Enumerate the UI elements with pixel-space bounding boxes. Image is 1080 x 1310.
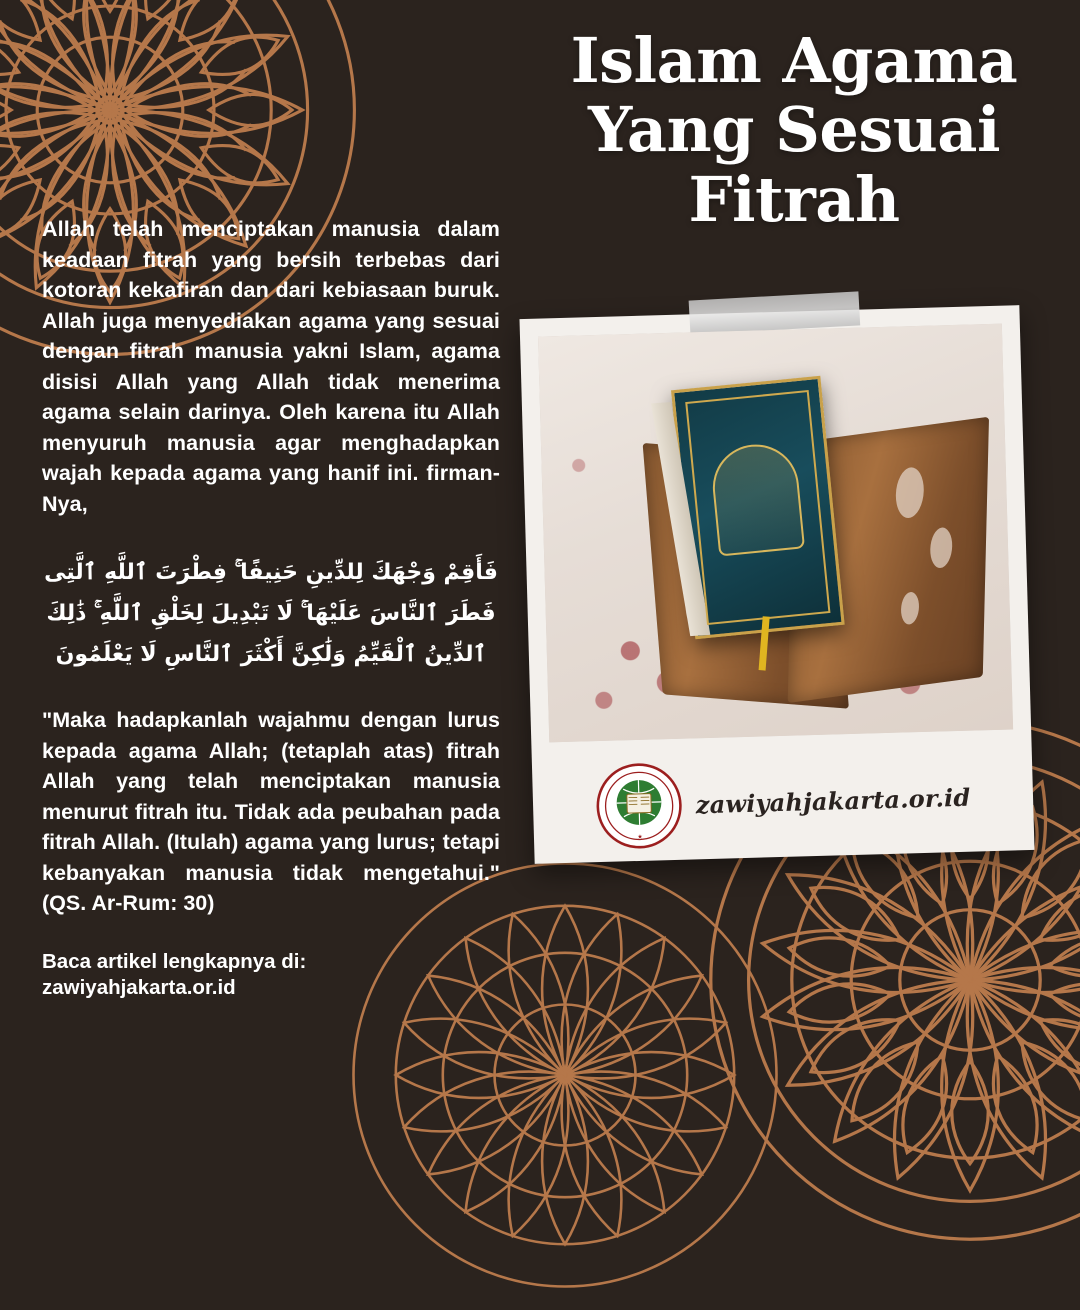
page-title: Islam Agama Yang Sesuai Fitrah [570, 24, 1018, 236]
book-cover-medallion [709, 441, 805, 557]
svg-text:★: ★ [636, 834, 643, 841]
book-cover-border [685, 390, 830, 625]
quran-photo [538, 324, 1013, 743]
photo-card-footer [532, 740, 1035, 864]
website-caption: zawiyahjakarta.or.id [695, 782, 971, 819]
intro-paragraph: Allah telah menciptakan manusia dalam keadaan fitrah yang bersih terbebas dari kotoran kekafiran dan dari kebiasaan buruk. Allah juga menyediakan agama yang sesuai dengan fitrah manusia yakni Islam, agama disisi Allah yang Allah tidak menerima agama selain darinya. Oleh karena itu Allah menyuruh manusia agar menghadapkan wajah kepada agama yang hanif ini. firman-Nya, [42, 217, 500, 516]
zawiyah-jakarta-logo [595, 762, 683, 850]
photo-card [519, 305, 1034, 864]
arabic-verse: فَأَقِمْ وَجْهَكَ لِلدِّينِ حَنِيفًا ۚ فِطْرَتَ ٱللَّهِ ٱلَّتِى فَطَرَ ٱلنَّاسَ عَلَيْهَا ۚ لَا تَبْدِيلَ لِخَلْقِ ٱللَّهِ ۚ ذَٰلِكَ ٱلدِّينُ ٱلْقَيِّمُ وَلَٰكِنَّ أَكْثَرَ ٱلنَّاسِ لَا يَعْلَمُونَ [44, 560, 498, 667]
cta-text: Baca artikel lengkapnya di: zawiyahjakarta.or.id [42, 949, 307, 1000]
article-text-column [42, 214, 500, 1002]
mushaf-book [671, 376, 845, 639]
verse-translation: "Maka hadapkanlah wajahmu dengan lurus kepada agama Allah; (tetaplah atas) fitrah Allah yang telah menciptakan manusia menurut fitrah itu. Tidak ada peubahan pada fitrah Allah. (Itulah) agama yang lurus; tetapi kebanyakan manusia tidak mengetahui." (QS. Ar-Rum: 30) [42, 708, 500, 916]
